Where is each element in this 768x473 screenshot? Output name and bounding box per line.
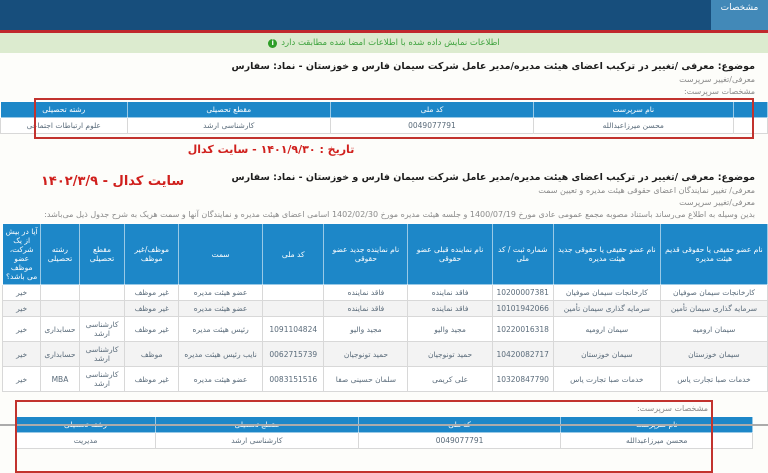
table-cell: عضو هیئت مدیره [179,301,263,317]
supervisor-table-wrap [0,101,768,134]
announcement-subject: موضوع: معرفی /تغییر در ترکیب اعضای هیئت مدیره/مدیر عامل شرکت سیمان فارس و خوزستان - نماد: سفارس [231,61,755,72]
top-navigation-bar [0,0,768,30]
column-header: نام نماینده قبلی عضو حقوقی [408,224,492,285]
info-circle-icon: i [268,39,277,48]
table-cell: 10320847790 [492,367,553,392]
table-cell [41,301,79,317]
column-header: سمت [179,224,263,285]
table-cell: غیر موظف [125,317,179,342]
signature-match-notice [0,33,768,53]
table-cell [263,285,324,301]
table-cell: حمید تونوجیان [408,342,492,367]
table-cell: کارخانجات سیمان صوفیان [553,285,660,301]
table-cell: غیر موظف [125,285,179,301]
table-cell: سرمایه گذاری سیمان تأمین [660,301,767,317]
column-header: شماره ثبت / کد ملی [492,224,553,285]
table-cell: حمید تونوجیان [324,342,408,367]
announcement-subline: معرفی/ تغییر نمایندگان اعضای حقوقی هیئت مدیره و تعیین سمت [538,186,755,195]
table-cell: خیر [3,342,41,367]
table-cell: خیر [3,317,41,342]
table-cell: غیر موظف [125,367,179,392]
table-cell: غیر موظف [125,301,179,317]
table-cell: عضو هیئت مدیره [179,367,263,392]
main-content [0,53,768,473]
table-row [3,342,768,367]
column-header: نام عضو حقیقی یا حقوقی جدید هیئت مدیره [553,224,660,285]
table-cell: سیمان خوزستان [553,342,660,367]
table-cell: خدمات صبا تجارت یاس [660,367,767,392]
table-cell: فاقد نماینده [408,301,492,317]
table-cell: خدمات صبا تجارت یاس [553,367,660,392]
section-announcement-2 [5,172,763,392]
table-cell: موظف [125,342,179,367]
supervisor-table-bottom [15,416,753,449]
table-cell: مجید والیو [408,317,492,342]
table-row [3,317,768,342]
table-cell: سیمان ارومیه [660,317,767,342]
table-cell: نایب رئیس هیئت مدیره [179,342,263,367]
board-members-table [2,223,768,392]
table-row [3,301,768,317]
table-cell: 0062715739 [263,342,324,367]
table-cell: 0049077791 [358,433,561,449]
table-cell: خیر [3,367,41,392]
table-header-row [3,224,768,285]
announcement-subline: معرفی/تغییر سرپرست [679,75,755,84]
table-cell: مجید والیو [324,317,408,342]
table-cell: کارشناسی ارشد [79,317,125,342]
column-header: نام نماینده جدید عضو حقوقی [324,224,408,285]
column-header: کد ملی [263,224,324,285]
table-cell: 0049077791 [330,118,533,134]
table-cell: کارشناسی ارشد [79,342,125,367]
section-supervisor-details [0,400,768,473]
table-cell: سلمان حسینی صفا [324,367,408,392]
table-cell [733,118,768,134]
table-cell: خیر [3,285,41,301]
table-cell: 10101942066 [492,301,553,317]
footer-divider [0,424,768,426]
tab-specifications[interactable]: مشخصات [711,0,768,30]
announcement-subline: معرفی/تغییر سرپرست [679,198,755,207]
table-cell: عضو هیئت مدیره [179,285,263,301]
table-row [3,367,768,392]
table-cell: 10220016318 [492,317,553,342]
table-cell: حسابداری [41,317,79,342]
column-header: رشته تحصیلی [41,224,79,285]
table-cell: کارشناسی ارشد [79,367,125,392]
board-members-table-wrap [2,223,768,392]
column-header: آیا در بیش از یک شرکت، عضو موظف می باشد؟ [3,224,41,285]
table-cell [263,301,324,317]
table-cell: کارخانجات سیمان صوفیان [660,285,767,301]
table-cell: محسن میرزاعبدالله [561,433,753,449]
table-cell: 10420082717 [492,342,553,367]
column-header: نام عضو حقیقی یا حقوقی قدیم هیئت مدیره [660,224,767,285]
table-cell [79,285,125,301]
table-cell: سیمان خوزستان [660,342,767,367]
table-row [1,118,768,134]
table-cell: علوم ارتباطات اجتماعی [1,118,128,134]
table-cell: کارشناسی ارشد [127,118,330,134]
column-header: مقطع تحصیلی [127,102,330,118]
table-cell: رئیس هیئت مدیره [179,317,263,342]
table-cell: مدیریت [16,433,156,449]
table-row [3,285,768,301]
table-cell: خیر [3,301,41,317]
table-cell: سرمایه گذاری سیمان تأمین [553,301,660,317]
table-cell: 1091104824 [263,317,324,342]
table-cell: فاقد نماینده [408,285,492,301]
announcement-subject: موضوع: معرفی /تغییر در ترکیب اعضای هیئت مدیره/مدیر عامل شرکت سیمان فارس و خوزستان - نماد: سفارس [231,172,755,183]
table-cell: محسن میرزاعبدالله [534,118,733,134]
announcement-description: بدین وسیله به اطلاع می‌رساند باستناد مصوبه مجمع عمومی عادی مورخ 1400/07/19 و جلسه هیئت مدیره مورخ 1402/02/30 اسامی اعضای هیئت مدیره و نمایندگان آنها و سمت هریک به شرح جدول ذیل می‌باشد: [44,210,755,219]
supervisor-details-label: مشخصات سرپرست: [636,404,708,413]
table-cell: 0083151516 [263,367,324,392]
table-cell: حسابداری [41,342,79,367]
notice-text: اطلاعات نمایش داده شده با اطلاعات امضا شده مطابقت دارد [281,38,500,48]
table-cell [79,301,125,317]
table-cell: فاقد نماینده [324,285,408,301]
supervisor-details-label: مشخصات سرپرست: [683,87,755,96]
column-header: کد ملی [330,102,533,118]
table-cell: MBA [41,367,79,392]
column-header: رشته تحصیلی [1,102,128,118]
table-row [16,433,753,449]
table-cell: کارشناسی ارشد [156,433,359,449]
column-header: موظف/غیر موظف [125,224,179,285]
table-cell: علی کریمی [408,367,492,392]
column-header [733,102,768,118]
table-header-row [1,102,768,118]
table-cell: سیمان ارومیه [553,317,660,342]
table-cell: 10200007381 [492,285,553,301]
table-cell: فاقد نماینده [324,301,408,317]
codal-date-annotation: تاریخ : ۱۴۰۱/۹/۳۰ - سایت کدال [187,143,355,156]
supervisor-table [0,101,768,134]
section-announcement-1 [13,61,755,156]
codal-site-annotation: سایت کدال - ۱۴۰۲/۳/۹ [41,174,185,189]
table-cell [41,285,79,301]
column-header: نام سرپرست [534,102,733,118]
column-header: مقطع تحصیلی [79,224,125,285]
